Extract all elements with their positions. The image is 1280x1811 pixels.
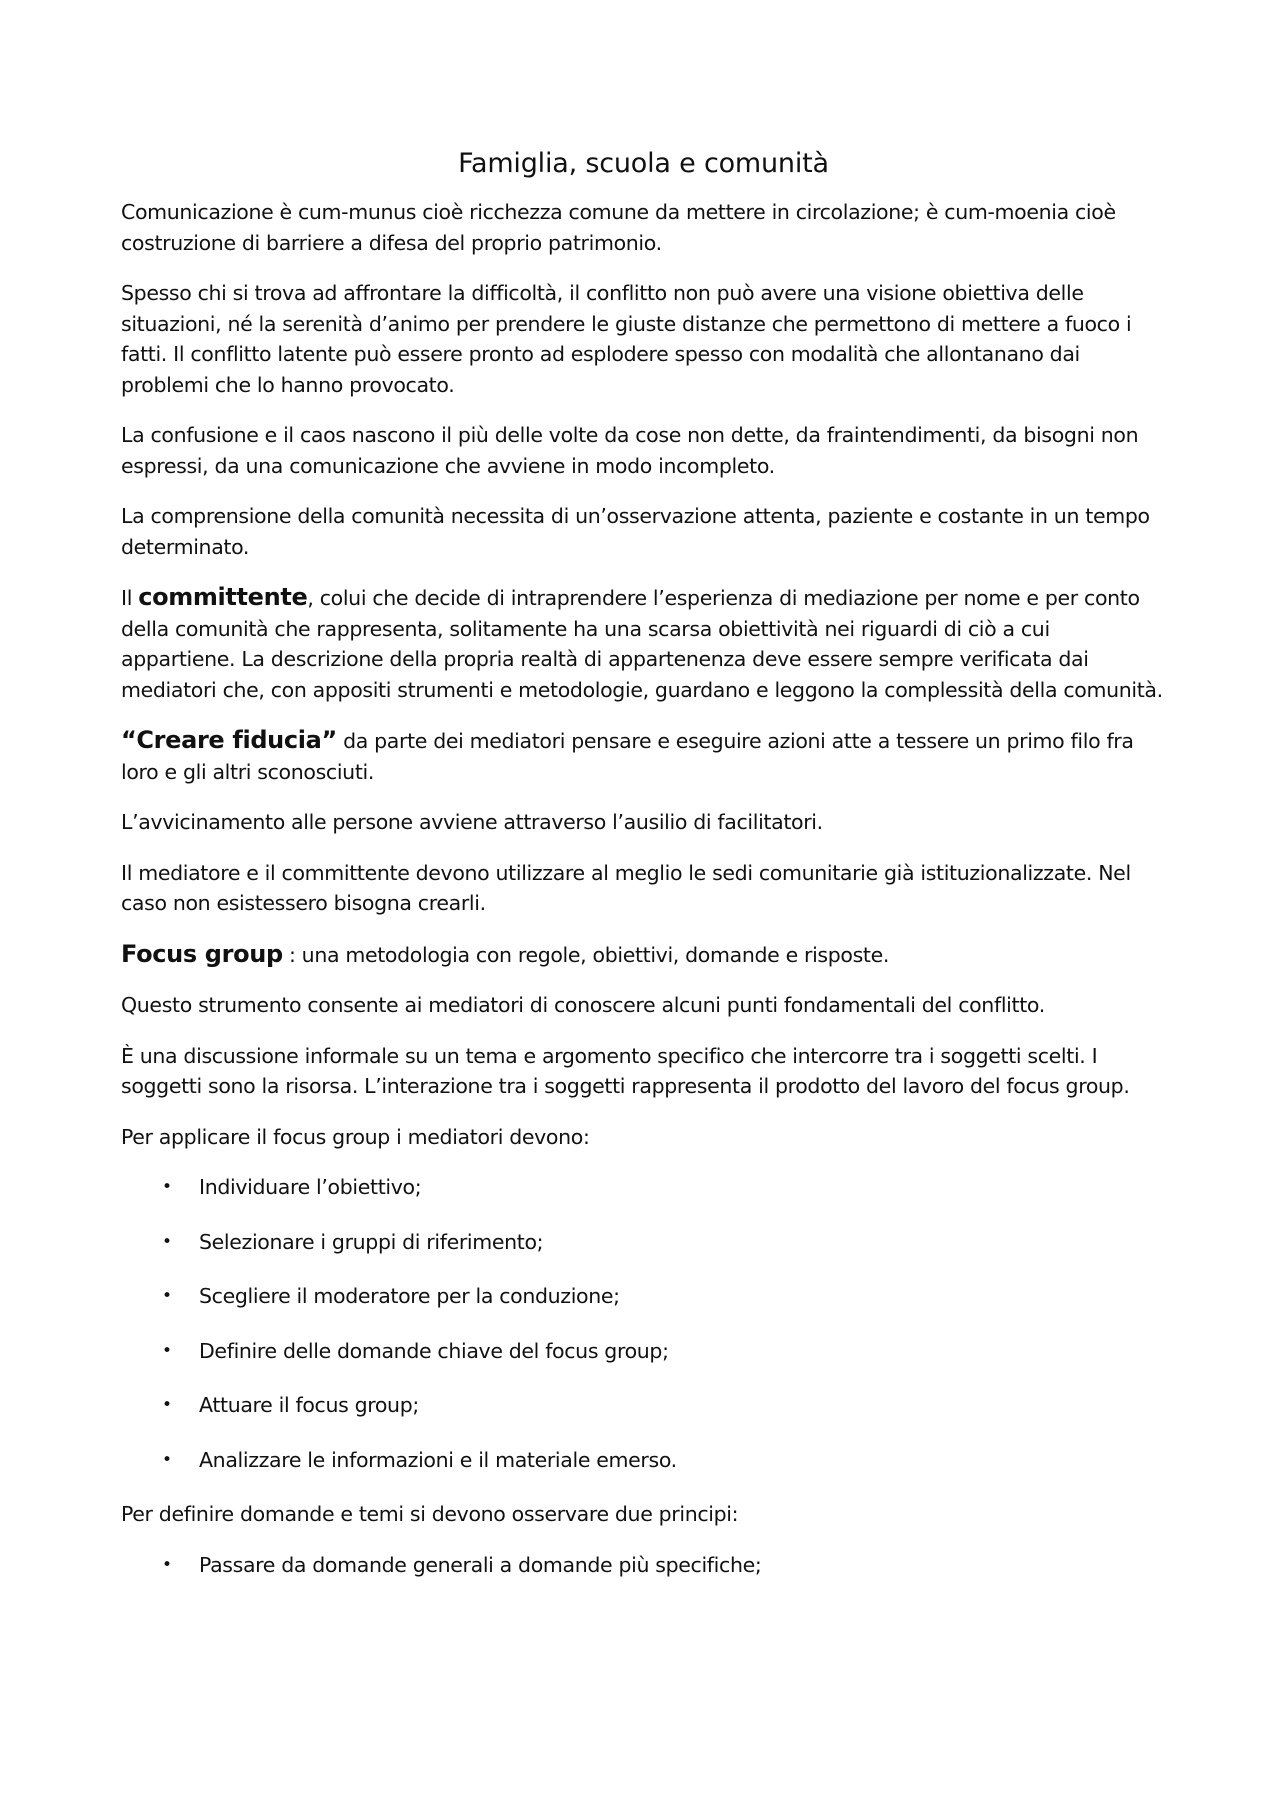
list-item-text: Selezionare i gruppi di riferimento; (199, 1229, 544, 1254)
bullet-icon: • (162, 1286, 172, 1307)
list-item (121, 1336, 1166, 1367)
bullet-icon: • (162, 1449, 172, 1470)
paragraph-strumento (121, 990, 1166, 1021)
paragraph-comprensione (121, 501, 1166, 562)
paragraph-discussione (121, 1041, 1166, 1102)
paragraph-focus-group (121, 939, 1166, 971)
paragraph-applicare (121, 1122, 1166, 1153)
list-item (121, 1172, 1166, 1203)
paragraph-text: da parte dei mediatori pensare e eseguire azioni atte a tessere un primo filo fra loro e gli altri sconosciuti. (121, 729, 1134, 784)
paragraph-committente (121, 582, 1166, 705)
paragraph-text: Per definire domande e temi si devono osservare due principi: (121, 1502, 739, 1527)
bullet-icon: • (162, 1554, 172, 1575)
document-title: Famiglia, scuola e comunità (458, 148, 829, 179)
bullet-icon: • (162, 1177, 172, 1198)
term-creare-fiducia: “Creare fiducia” (121, 726, 337, 755)
document-body (121, 146, 1166, 1604)
paragraph-text: Spesso chi si trova ad affrontare la difficoltà, il conflitto non può avere una visione obiettiva delle situazioni, né la serenità d’animo per prendere le giuste distanze che permettono di mettere a fuoco i fatti. Il conflitto latente può essere pronto ad esplodere spesso con modalità che allontanano dai problemi che lo hanno provocato. (121, 281, 1132, 397)
list-item-text: Analizzare le informazioni e il materiale emerso. (199, 1447, 677, 1472)
bullet-list-principles (121, 1550, 1166, 1581)
list-item-text: Individuare l’obiettivo; (199, 1175, 422, 1200)
term-committente: committente (138, 583, 308, 612)
paragraph-text: L’avvicinamento alle persone avviene attraverso l’ausilio di facilitatori. (121, 810, 823, 835)
paragraph-creare-fiducia (121, 725, 1166, 787)
bullet-icon: • (162, 1395, 172, 1416)
paragraph-text: Per applicare il focus group i mediatori devono: (121, 1124, 590, 1149)
list-item-text: Definire delle domande chiave del focus group; (199, 1338, 669, 1363)
paragraph-text: La confusione e il caos nascono il più delle volte da cose non dette, da fraintendimenti, da bisogni non espressi, da una comunicazione che avviene in modo incompleto. (121, 423, 1139, 478)
bullet-icon: • (162, 1231, 172, 1252)
paragraph-comunicazione (121, 197, 1166, 258)
list-item (121, 1227, 1166, 1258)
list-item (121, 1445, 1166, 1476)
paragraph-text: Questo strumento consente ai mediatori di conoscere alcuni punti fondamentali del conflitto. (121, 993, 1045, 1018)
paragraph-text: , colui che decide di intraprendere l’esperienza di mediazione per nome e per conto della comunità che rappresenta, solitamente ha una scarsa obiettività nei riguardi di ciò a cui appartiene. La descrizione della propria realtà di appartenenza deve essere sempre verificata dai mediatori che, con appositi strumenti e metodologie, guardano e leggono la complessità della comunità. (121, 586, 1163, 702)
list-item-text: Attuare il focus group; (199, 1393, 419, 1418)
list-item (121, 1550, 1166, 1581)
paragraph-prefix: Il (121, 586, 139, 611)
paragraph-text: : una metodologia con regole, obiettivi, domande e risposte. (282, 942, 890, 967)
paragraph-text: Il mediatore e il committente devono utilizzare al meglio le sedi comunitarie già istituzionalizzate. Nel caso non esistessero bisogna crearli. (121, 860, 1131, 916)
paragraph-confusione (121, 420, 1166, 481)
term-focus-group: Focus group (121, 939, 283, 968)
paragraph-text: Comunicazione è cum-munus cioè ricchezza comune da mettere in circolazione; è cum-moenia cioè costruzione di barriere a difesa del proprio patrimonio. (121, 200, 1116, 255)
bullet-icon: • (162, 1340, 172, 1361)
paragraph-conflitto (121, 278, 1166, 400)
list-item-text: Scegliere il moderatore per la conduzione; (199, 1284, 620, 1309)
list-item (121, 1281, 1166, 1312)
list-item-text: Passare da domande generali a domande più specifiche; (199, 1552, 762, 1577)
paragraph-avvicinamento (121, 807, 1166, 838)
paragraph-text: La comprensione della comunità necessita di un’osservazione attenta, paziente e costante in un tempo determinato. (121, 504, 1150, 559)
paragraph-definire (121, 1499, 1166, 1530)
list-item (121, 1390, 1166, 1421)
paragraph-mediatore (121, 858, 1166, 919)
bullet-list-steps (121, 1172, 1166, 1475)
paragraph-text: È una discussione informale su un tema e argomento specifico che intercorre tra i soggetti scelti. I soggetti sono la risorsa. L’interazione tra i soggetti rappresenta il prodotto del lavoro del focus group. (121, 1043, 1130, 1099)
